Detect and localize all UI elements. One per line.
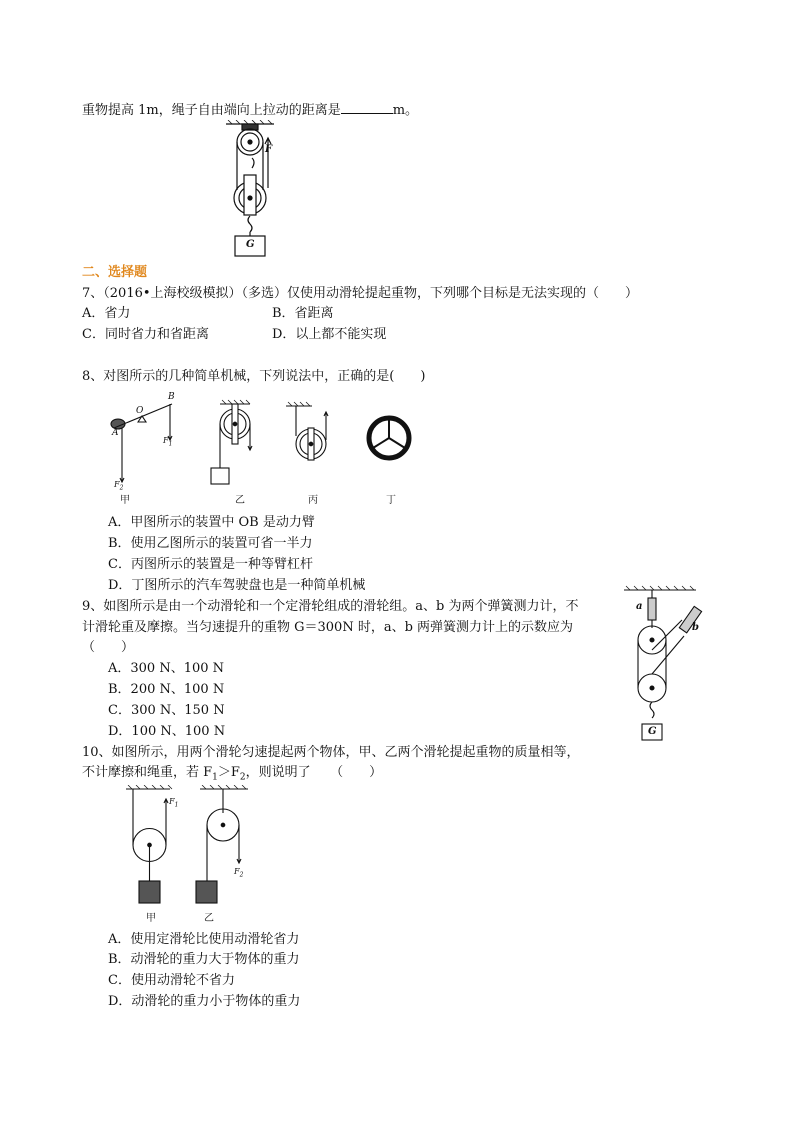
- q9-option-c[interactable]: C．300 N、150 N: [108, 703, 225, 718]
- q10-sub1: 1: [212, 772, 218, 783]
- q10-option-a[interactable]: A．使用定滑轮比使用动滑轮省力: [108, 932, 300, 947]
- q10-option-d[interactable]: D．动滑轮的重力小于物体的重力: [108, 994, 301, 1009]
- q8-option-b[interactable]: B．使用乙图所示的装置可省一半力: [108, 536, 313, 551]
- q10-stem-line1: 10、如图所示，用两个滑轮匀速提起两个物体，甲、乙两个滑轮提起重物的质量相等，: [82, 745, 580, 760]
- q10-option-c[interactable]: C．使用动滑轮不省力: [108, 973, 235, 988]
- q10-label-f2-sub: 2: [239, 871, 244, 879]
- q10-figure: [122, 785, 262, 925]
- q10-option-b[interactable]: B．动滑轮的重力大于物体的重力: [108, 952, 300, 967]
- q10-label-f1-letter: F: [169, 797, 175, 806]
- q8-label-f2-letter: F: [114, 480, 120, 489]
- q9-label-b: b: [692, 622, 699, 633]
- q10-label-f2-letter: F: [234, 867, 240, 876]
- answer-blank[interactable]: [341, 101, 393, 114]
- q6-force-label: F: [265, 144, 273, 155]
- q8-label-f1-letter: F: [163, 436, 169, 445]
- q7-option-d[interactable]: D．以上都不能实现: [272, 327, 387, 342]
- q6-figure: [222, 120, 292, 260]
- q8-caption-bing: 丙: [308, 495, 318, 506]
- q10-stem-line2: [82, 765, 382, 786]
- q8-stem: 8、对图所示的几种简单机械，下列说法中，正确的是( ): [82, 369, 426, 384]
- q8-caption-jia: 甲: [120, 495, 130, 506]
- q9-stem-line2: 计滑轮重及摩擦。当匀速提升的重物 G＝300N 时，a、b 两弹簧测力计上的示数应为: [82, 620, 574, 635]
- q8-label-f2: [114, 480, 123, 492]
- q9-label-g: G: [648, 726, 657, 737]
- q8-label-f1: [163, 436, 172, 448]
- q8-label-o: O: [136, 406, 144, 416]
- q6-weight-label: G: [246, 239, 255, 250]
- q8-option-a[interactable]: A．甲图所示的装置中 OB 是动力臂: [108, 515, 315, 530]
- q10-caption-jia: 甲: [146, 913, 156, 924]
- q10-sub2: 2: [239, 772, 246, 783]
- q10-label-f2: [234, 867, 243, 879]
- q9-stem-line3: （ ）: [82, 640, 135, 655]
- q10-stem-suffix: ，则说明了 （ ）: [245, 765, 383, 780]
- q9-option-d[interactable]: D．100 N、100 N: [108, 724, 226, 739]
- q9-stem-line1: 9、如图所示是由一个动滑轮和一个定滑轮组成的滑轮组。a、b 为两个弹簧测力计，不: [82, 599, 579, 614]
- q8-label-b: B: [168, 392, 175, 402]
- q6-tail: [82, 101, 418, 119]
- q8-figure: [108, 392, 428, 507]
- q10-stem-prefix: 不计摩擦和绳重，若 F: [82, 765, 213, 780]
- q7-option-c[interactable]: C．同时省力和省距离: [82, 327, 209, 342]
- q8-label-f2-sub: 2: [119, 484, 124, 492]
- q6-text-after: m。: [392, 103, 419, 118]
- q9-label-a: a: [636, 601, 643, 612]
- q6-text-before: 重物提高 1m，绳子自由端向上拉动的距离是: [82, 103, 341, 118]
- section-title: 二、选择题: [82, 265, 148, 280]
- q8-label-a: A: [112, 428, 119, 438]
- q7-stem: 7、（2016•上海校级模拟）（多选）仅使用动滑轮提起重物，下列哪个目标是无法实现的（ ）: [82, 286, 639, 301]
- q8-caption-ding: 丁: [386, 495, 396, 506]
- q9-option-a[interactable]: A．300 N、100 N: [108, 661, 225, 676]
- q10-label-f1-sub: 1: [174, 801, 179, 809]
- q8-caption-yi: 乙: [235, 495, 245, 506]
- q8-option-c[interactable]: C．丙图所示的装置是一种等臂杠杆: [108, 557, 313, 572]
- q10-gt: ＞F: [217, 765, 240, 780]
- q7-option-b[interactable]: B．省距离: [272, 306, 334, 321]
- q9-figure: [622, 584, 712, 744]
- q8-label-f1-sub: 1: [168, 440, 173, 448]
- q10-caption-yi: 乙: [204, 913, 214, 924]
- q7-option-a[interactable]: A．省力: [82, 306, 131, 321]
- q9-option-b[interactable]: B．200 N、100 N: [108, 682, 225, 697]
- q8-option-d[interactable]: D．丁图所示的汽车驾驶盘也是一种简单机械: [108, 578, 366, 593]
- q10-label-f1: [169, 797, 178, 809]
